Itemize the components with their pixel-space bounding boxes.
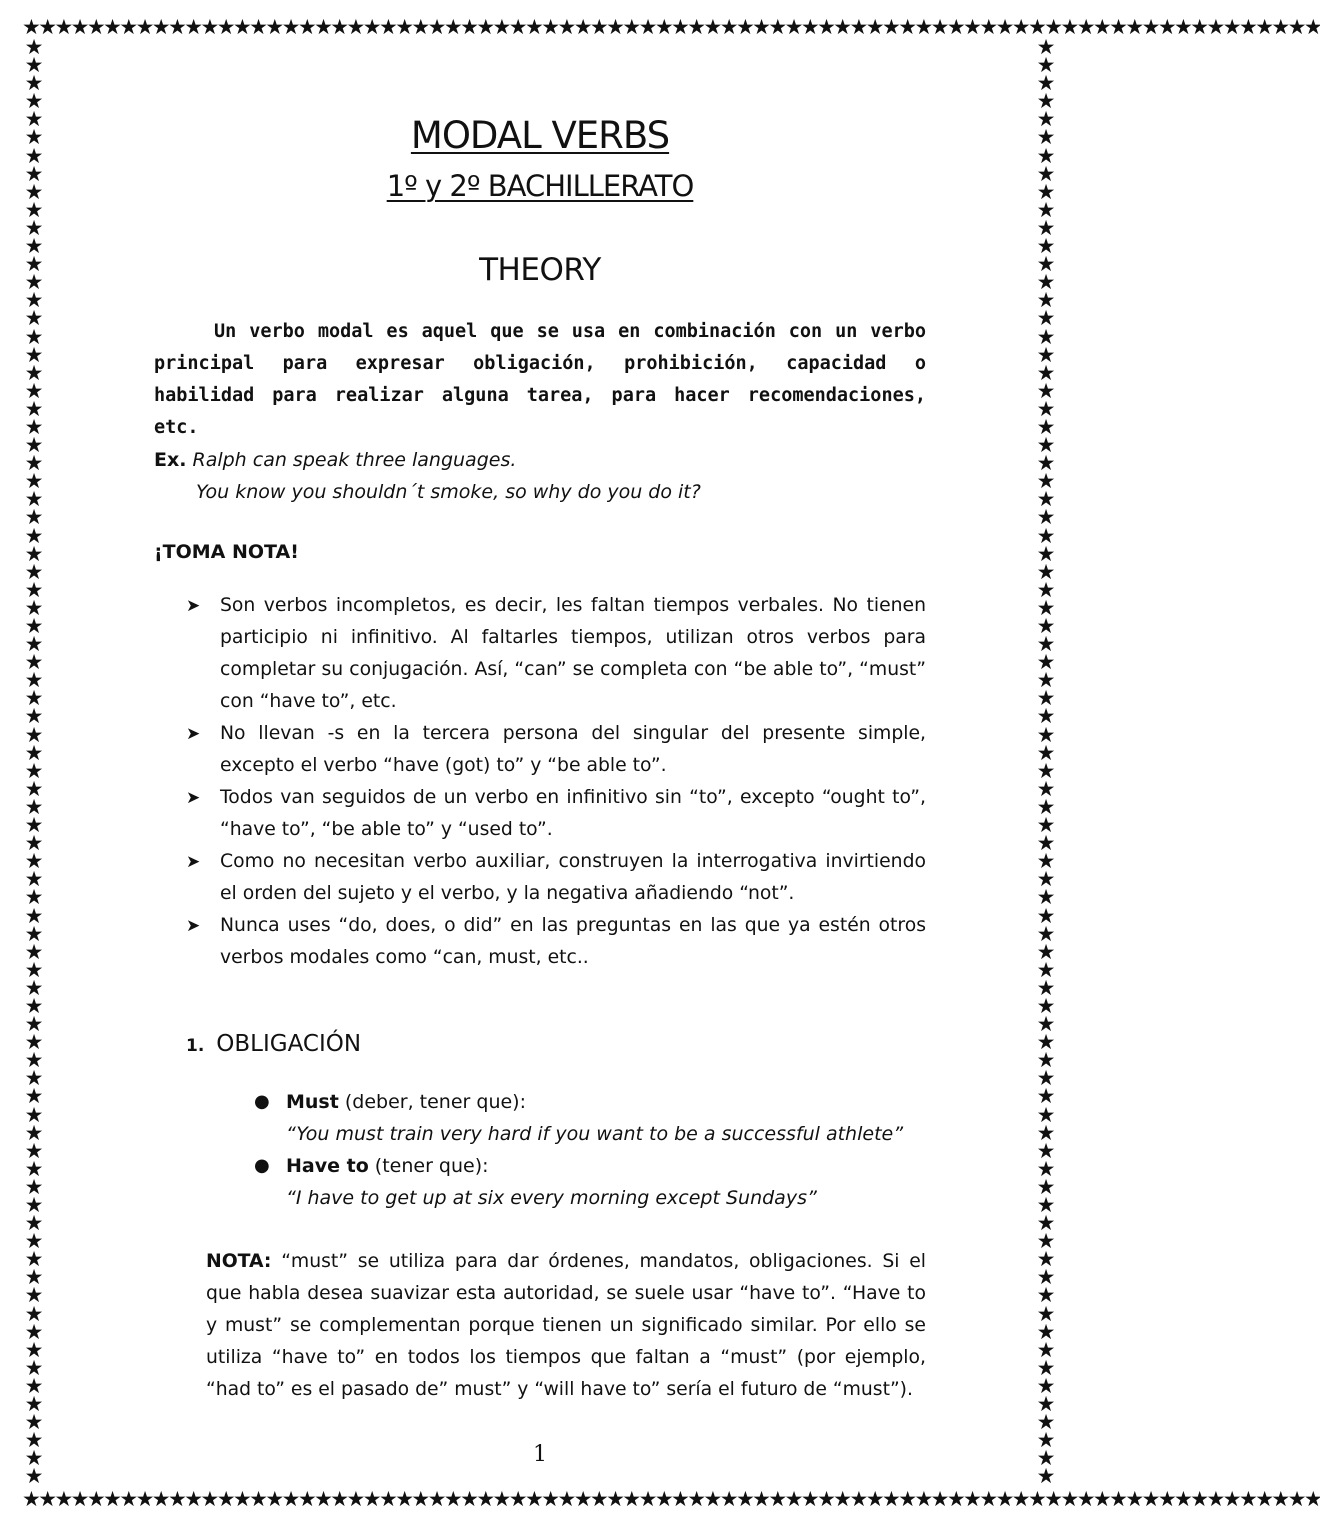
list-item	[250, 1150, 940, 1214]
example-sentence-1: Ralph can speak three languages.	[192, 449, 517, 471]
nota-paragraph	[206, 1246, 926, 1406]
list-item	[186, 846, 926, 910]
note-bullet-list	[186, 590, 926, 974]
star-border-top: ★★★★★★★★★★★★★★★★★★★★★★★★★★★★★★★★★★★★★★★★★★★★★★★★★★★★★★★★★★★★★★★★★★★★★★★★★★★★★★★★	[22, 15, 1320, 39]
page-number: 1	[533, 1442, 547, 1467]
bullet-text: Como no necesitan verbo auxiliar, construyen la interrogativa invirtiendo el orden del sujeto y el verbo, y la negativa añadiendo “not”.	[220, 851, 926, 904]
document-subtitle: 1º y 2º BACHILLERATO	[386, 169, 694, 203]
modal-meaning: (deber, tener que):	[338, 1091, 526, 1113]
section-title: OBLIGACIÓN	[216, 1031, 362, 1057]
list-item	[186, 718, 926, 782]
star-border-right: ★ ★ ★ ★ ★ ★ ★ ★ ★ ★ ★ ★ ★ ★ ★ ★ ★ ★ ★ ★ ★ ★ ★ ★ ★ ★ ★ ★ ★ ★ ★ ★ ★ ★ ★ ★ ★ ★ ★ ★ ★ ★ ★ ★ ★ ★ ★ ★ ★ ★ ★ ★ ★ ★ ★ ★ ★ ★ ★ ★ ★ ★ ★ ★ ★ ★ ★ ★ ★ ★ ★ ★ ★ ★ ★ ★ ★ ★ ★ ★	[1036, 35, 1056, 1489]
modal-term: Have to	[286, 1155, 369, 1177]
modal-example: “I have to get up at six every morning except Sundays”	[286, 1187, 817, 1209]
intro-paragraph: Un verbo modal es aquel que se usa en combinación con un verbo principal para expresar obligación, prohibición, capacidad o habilidad para realizar alguna tarea, para hacer recomendaciones, etc.	[154, 321, 926, 438]
modal-meaning: (tener que):	[368, 1155, 489, 1177]
star-border-left: ★ ★ ★ ★ ★ ★ ★ ★ ★ ★ ★ ★ ★ ★ ★ ★ ★ ★ ★ ★ ★ ★ ★ ★ ★ ★ ★ ★ ★ ★ ★ ★ ★ ★ ★ ★ ★ ★ ★ ★ ★ ★ ★ ★ ★ ★ ★ ★ ★ ★ ★ ★ ★ ★ ★ ★ ★ ★ ★ ★ ★ ★ ★ ★ ★ ★ ★ ★ ★ ★ ★ ★ ★ ★ ★ ★ ★ ★ ★ ★	[24, 35, 44, 1489]
nota-label: NOTA:	[206, 1251, 272, 1272]
bullet-text: Son verbos incompletos, es decir, les faltan tiempos verbales. No tienen participio ni infinitivo. Al faltarles tiempos, utilizan otros verbos para completar su conjugación. Así, “can” se completa con “be able to”, “must” con “have to”, etc.	[220, 595, 926, 712]
arrow-bullet-icon: ➤	[186, 852, 201, 872]
arrow-bullet-icon: ➤	[186, 596, 201, 616]
example-line-1	[154, 444, 934, 476]
section-heading-theory: THEORY	[479, 252, 601, 288]
bullet-dot-icon: ●	[254, 1091, 270, 1112]
obligation-list	[250, 1086, 940, 1214]
bullet-text: No llevan -s en la tercera persona del singular del presente simple, excepto el verbo “have (got) to” y “be able to”.	[220, 723, 926, 776]
star-border-bottom: ★★★★★★★★★★★★★★★★★★★★★★★★★★★★★★★★★★★★★★★★★★★★★★★★★★★★★★★★★★★★★★★★★★★★★★★★★★★★★★★★	[22, 1487, 1320, 1511]
list-item	[186, 590, 926, 718]
bullet-text: Todos van seguidos de un verbo en infinitivo sin “to”, excepto “ought to”, “have to”, “be able to” y “used to”.	[220, 787, 926, 840]
arrow-bullet-icon: ➤	[186, 724, 201, 744]
note-heading: ¡TOMA NOTA!	[154, 541, 299, 563]
example-label: Ex.	[154, 449, 187, 471]
example-block	[154, 444, 934, 508]
document-title: MODAL VERBS	[410, 114, 670, 157]
modal-example: “You must train very hard if you want to be a successful athlete”	[286, 1123, 904, 1145]
list-item	[186, 782, 926, 846]
nota-text: “must” se utiliza para dar órdenes, mandatos, obligaciones. Si el que habla desea suavizar esta autoridad, se suele usar “have to”. “Have to y must” se complementan porque tienen un significado similar. Por ello se utiliza “have to” en todos los tiempos que faltan a “must” (por ejemplo, “had to” es el pasado de” must” y “will have to” sería el futuro de “must”).	[206, 1251, 926, 1400]
list-item	[250, 1086, 940, 1150]
bullet-text: Nunca uses “do, does, o did” en las preguntas en las que ya estén otros verbos modales como “can, must, etc..	[220, 915, 926, 968]
section-heading-obligacion	[186, 1026, 361, 1064]
example-sentence-2: You know you shouldn´t smoke, so why do you do it?	[196, 481, 701, 503]
section-number: 1.	[186, 1036, 205, 1056]
modal-term: Must	[286, 1091, 339, 1113]
arrow-bullet-icon: ➤	[186, 916, 201, 936]
bullet-dot-icon: ●	[254, 1155, 270, 1176]
arrow-bullet-icon: ➤	[186, 788, 201, 808]
list-item	[186, 910, 926, 974]
